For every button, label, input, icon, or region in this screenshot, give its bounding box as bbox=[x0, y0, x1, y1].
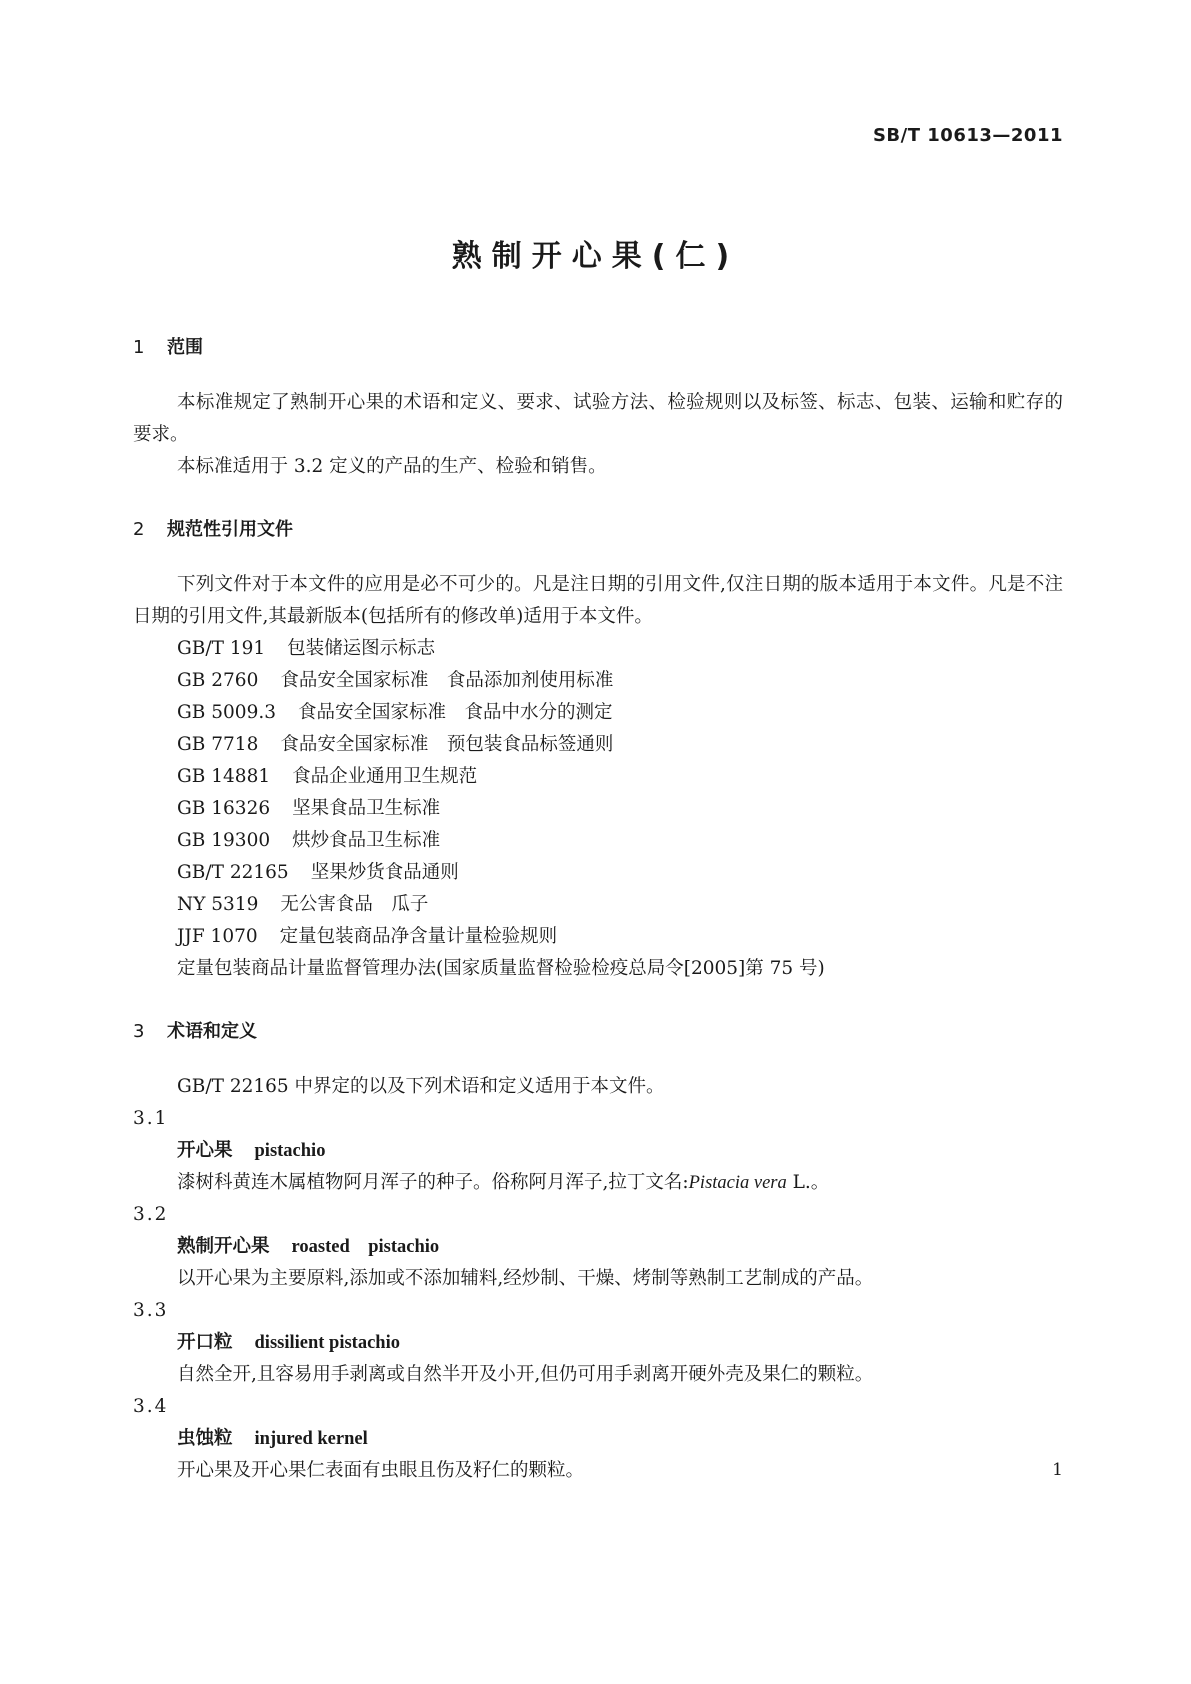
term-name bbox=[133, 1135, 1063, 1167]
reference-code: GB 2760 bbox=[177, 670, 259, 691]
reference-item bbox=[133, 857, 1063, 889]
reference-code: JJF 1070 bbox=[177, 926, 258, 947]
term-name-en: dissilient pistachio bbox=[254, 1333, 400, 1353]
term-definition: 开心果及开心果仁表面有虫眼且伤及籽仁的颗粒。 bbox=[177, 1460, 585, 1481]
section-title: 术语和定义 bbox=[167, 1021, 257, 1042]
terms-intro: GB/T 22165 中界定的以及下列术语和定义适用于本文件。 bbox=[177, 1076, 665, 1097]
reference-code: GB 16326 bbox=[177, 798, 271, 819]
reference-item bbox=[133, 793, 1063, 825]
reference-item bbox=[133, 953, 1063, 985]
term-number: 3.3 bbox=[133, 1300, 169, 1321]
term-number: 3.2 bbox=[133, 1204, 169, 1225]
reference-item bbox=[133, 825, 1063, 857]
reference-title: 包装储运图示标志 bbox=[287, 638, 436, 659]
section-number: 1 bbox=[133, 337, 145, 358]
term-definition-tail: L.。 bbox=[786, 1172, 830, 1193]
reference-title: 定量包装商品计量监督管理办法(国家质量监督检验检疫总局令[2005]第 75 号) bbox=[177, 958, 825, 979]
section-1-heading bbox=[133, 335, 1063, 361]
term-definition bbox=[133, 1167, 1063, 1199]
scope-paragraph-1: 本标准规定了熟制开心果的术语和定义、要求、试验方法、检验规则以及标签、标志、包装、运输和贮存的要求。 bbox=[133, 392, 1063, 445]
reference-item bbox=[133, 761, 1063, 793]
reference-code: GB/T 191 bbox=[177, 638, 266, 659]
term-name-cn: 开口粒 bbox=[177, 1332, 233, 1353]
reference-title: 食品企业通用卫生规范 bbox=[292, 766, 478, 787]
term-name-cn: 虫蚀粒 bbox=[177, 1428, 233, 1449]
term-name-en: roasted pistachio bbox=[291, 1237, 440, 1257]
reference-title: 烘炒食品卫生标准 bbox=[292, 830, 441, 851]
term-number: 3.1 bbox=[133, 1108, 169, 1129]
term-definition: 自然全开,且容易用手剥离或自然半开及小开,但仍可用手剥离开硬外壳及果仁的颗粒。 bbox=[177, 1364, 874, 1385]
term-number: 3.4 bbox=[133, 1396, 169, 1417]
reference-title: 食品安全国家标准 预包装食品标签通则 bbox=[280, 734, 614, 755]
section-number: 2 bbox=[133, 519, 145, 540]
reference-item bbox=[133, 729, 1063, 761]
term-name bbox=[133, 1327, 1063, 1359]
reference-title: 坚果炒货食品通则 bbox=[310, 862, 459, 883]
term-definition-text: 漆树科黄连木属植物阿月浑子的种子。俗称阿月浑子,拉丁文名: bbox=[177, 1172, 689, 1193]
reference-item bbox=[133, 633, 1063, 665]
reference-code: GB/T 22165 bbox=[177, 862, 289, 883]
term-name-en: injured kernel bbox=[254, 1429, 368, 1449]
document-title: 熟制开心果(仁) bbox=[451, 239, 740, 274]
reference-item bbox=[133, 697, 1063, 729]
reference-code: GB 14881 bbox=[177, 766, 271, 787]
section-title: 范围 bbox=[167, 337, 203, 358]
section-title: 规范性引用文件 bbox=[167, 519, 293, 540]
reference-title: 食品安全国家标准 食品中水分的测定 bbox=[298, 702, 613, 723]
term-name-cn: 开心果 bbox=[177, 1140, 233, 1161]
reference-title: 无公害食品 瓜子 bbox=[280, 894, 429, 915]
section-2-heading bbox=[133, 517, 1063, 543]
standard-code: SB/T 10613—2011 bbox=[872, 125, 1063, 146]
reference-title: 定量包装商品净含量计量检验规则 bbox=[279, 926, 558, 947]
term-definition: 以开心果为主要原料,添加或不添加辅料,经炒制、干燥、烤制等熟制工艺制成的产品。 bbox=[177, 1268, 874, 1289]
term-name bbox=[133, 1231, 1063, 1263]
latin-name: Pistacia vera bbox=[688, 1173, 787, 1193]
reference-item bbox=[133, 665, 1063, 697]
term-name-en: pistachio bbox=[254, 1141, 326, 1161]
reference-title: 坚果食品卫生标准 bbox=[292, 798, 441, 819]
reference-item bbox=[133, 921, 1063, 953]
section-3-heading bbox=[133, 1019, 1063, 1045]
reference-code: GB 19300 bbox=[177, 830, 271, 851]
scope-paragraph-2: 本标准适用于 3.2 定义的产品的生产、检验和销售。 bbox=[177, 456, 607, 477]
section-number: 3 bbox=[133, 1021, 145, 1042]
page-number: 1 bbox=[1052, 1460, 1063, 1480]
reference-code: GB 7718 bbox=[177, 734, 259, 755]
reference-item bbox=[133, 889, 1063, 921]
reference-code: NY 5319 bbox=[177, 894, 259, 915]
reference-list bbox=[133, 633, 1063, 985]
term-name-cn: 熟制开心果 bbox=[177, 1236, 270, 1257]
references-intro: 下列文件对于本文件的应用是必不可少的。凡是注日期的引用文件,仅注日期的版本适用于本文件。凡是不注日期的引用文件,其最新版本(包括所有的修改单)适用于本文件。 bbox=[133, 574, 1063, 627]
reference-title: 食品安全国家标准 食品添加剂使用标准 bbox=[280, 670, 614, 691]
document-body bbox=[133, 335, 1063, 1487]
term-name bbox=[133, 1423, 1063, 1455]
reference-code: GB 5009.3 bbox=[177, 702, 276, 723]
